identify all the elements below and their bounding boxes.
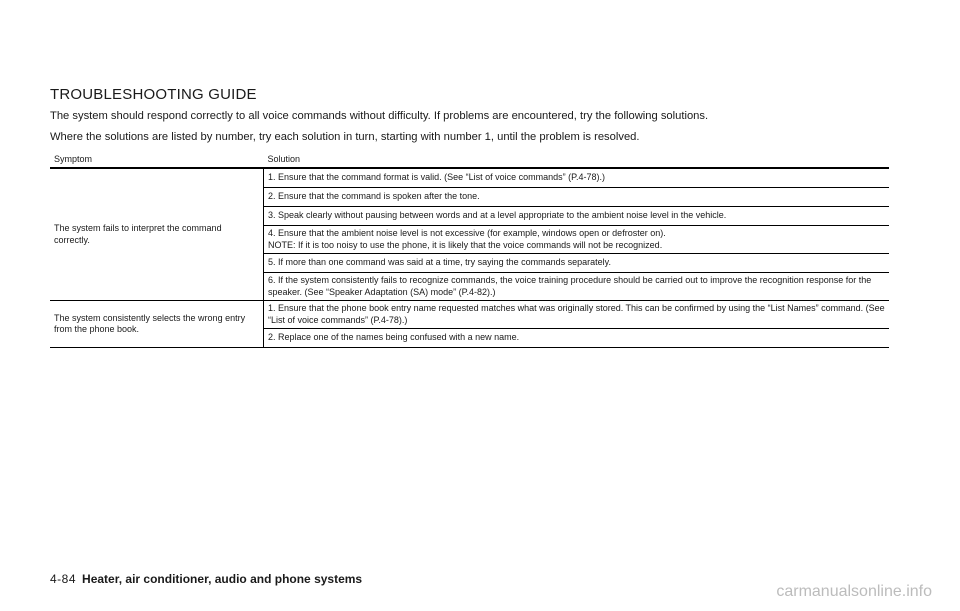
solution-cell <box>264 226 890 254</box>
solution-note: NOTE: If it is too noisy to use the phone, it is likely that the voice commands will not be recognized. <box>268 239 663 250</box>
table-row <box>50 301 889 329</box>
intro-paragraph: The system should respond correctly to all voice commands without difficulty. If problems are encountered, try the following solutions. <box>50 110 709 122</box>
solution-cell: 1. Ensure that the phone book entry name requested matches what was originally stored. This can be confirmed by using the “List Names” command. (See “List of voice commands” (P.4-78).) <box>264 301 890 329</box>
page-title: TROUBLESHOOTING GUIDE <box>50 86 257 103</box>
intro-paragraph: Where the solutions are listed by number, try each solution in turn, starting with number 1, until the problem is resolved. <box>50 131 640 143</box>
table-header-row <box>50 152 889 168</box>
table-row <box>50 168 889 188</box>
header-symptom: Symptom <box>50 152 264 168</box>
solution-cell: 2. Ensure that the command is spoken after the tone. <box>264 188 890 207</box>
solution-cell: 5. If more than one command was said at a time, try saying the commands separately. <box>264 254 890 273</box>
header-solution: Solution <box>264 152 890 168</box>
page-number: 4-84 <box>50 572 77 586</box>
watermark-text: carmanualsonline.info <box>776 583 932 600</box>
section-title: Heater, air conditioner, audio and phone systems <box>82 572 363 586</box>
page-footer <box>50 572 362 586</box>
symptom-cell: The system consistently selects the wrong entry from the phone book. <box>50 301 264 348</box>
solution-cell: 6. If the system consistently fails to recognize commands, the voice training procedure should be carried out to improve the recognition response for the speaker. (See “Speaker Adaptation (SA) mode” (P.4-82).) <box>264 273 890 301</box>
solution-line: 4. Ensure that the ambient noise level is not excessive (for example, windows open or defroster on). <box>268 228 666 238</box>
troubleshooting-table <box>50 152 889 348</box>
solution-cell: 1. Ensure that the command format is valid. (See “List of voice commands” (P.4-78).) <box>264 168 890 188</box>
solution-cell: 2. Replace one of the names being confused with a new name. <box>264 329 890 348</box>
symptom-cell: The system fails to interpret the command correctly. <box>50 168 264 301</box>
solution-cell: 3. Speak clearly without pausing between words and at a level appropriate to the ambient noise level in the vehicle. <box>264 207 890 226</box>
